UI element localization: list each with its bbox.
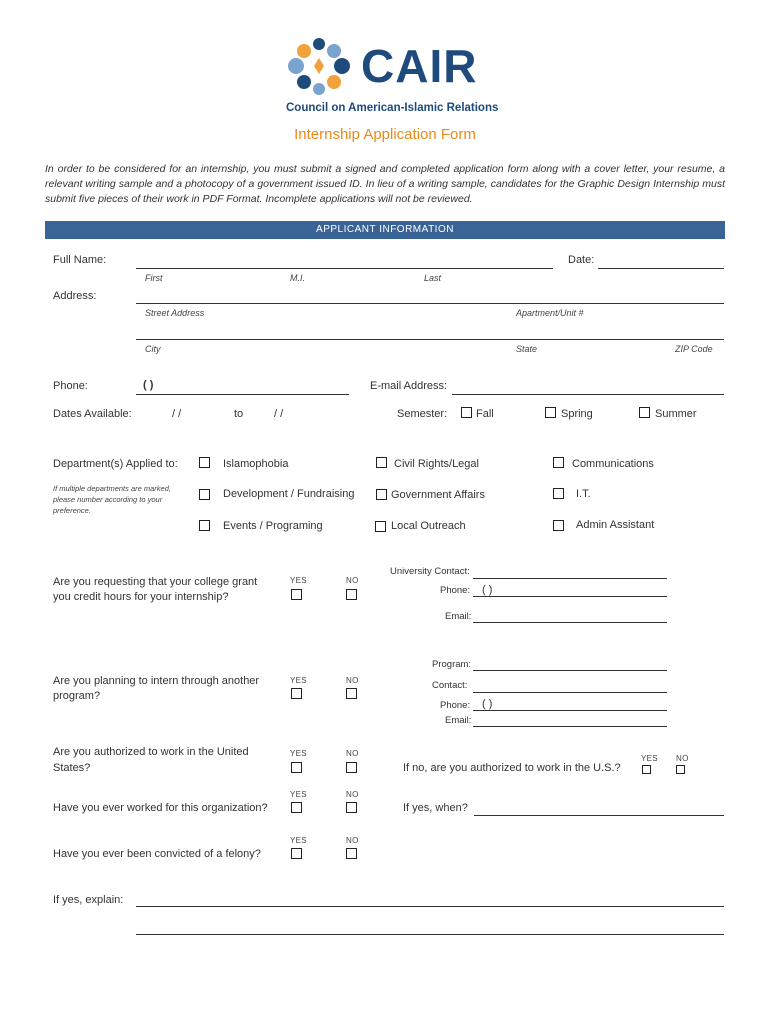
date-to-separator: / / [274, 408, 284, 420]
cair-logo-icon [282, 36, 356, 96]
departments-note-line-3: preference. [53, 506, 91, 515]
islamophobia-label: Islamophobia [223, 458, 289, 470]
it-checkbox[interactable] [553, 488, 564, 499]
university-phone-input[interactable] [473, 583, 667, 597]
explain-line-1 [136, 906, 724, 907]
date-input[interactable] [598, 254, 724, 268]
program-no-label: NO [346, 676, 359, 685]
date-from-input[interactable] [150, 406, 220, 420]
spring-checkbox[interactable] [545, 407, 556, 418]
street-address-input[interactable] [136, 289, 724, 303]
explain-line-2 [136, 934, 724, 935]
felony-yes-label: YES [290, 836, 307, 845]
worked-yes-label: YES [290, 790, 307, 799]
program-contact-line [473, 692, 667, 693]
if-yes-when-label: If yes, when? [403, 802, 468, 814]
university-phone-line [473, 596, 667, 597]
university-email-line [473, 622, 667, 623]
program-contact-input[interactable] [473, 678, 667, 692]
email-input[interactable] [452, 380, 724, 394]
events-programing-label: Events / Programing [223, 520, 323, 532]
authorized-no-label: NO [346, 749, 359, 758]
apartment-sublabel: Apartment/Unit # [516, 308, 584, 318]
email-label: E-mail Address: [370, 380, 448, 392]
admin-assistant-label: Admin Assistant [576, 519, 655, 531]
islamophobia-checkbox[interactable] [199, 457, 210, 468]
program-question-line-1: Are you planning to intern through another [53, 675, 260, 687]
university-contact-line [473, 578, 667, 579]
events-programing-checkbox[interactable] [199, 520, 210, 531]
last-sublabel: Last [424, 273, 442, 283]
departments-note-line-2: please number according to your [53, 495, 163, 504]
authorized-yes-label: YES [290, 749, 307, 758]
program-email-line [473, 726, 667, 727]
date-from-separator: / / [172, 408, 182, 420]
university-phone-label: Phone: [440, 585, 471, 596]
to-label: to [234, 408, 244, 420]
phone-input[interactable] [136, 380, 349, 394]
government-affairs-checkbox[interactable] [376, 489, 387, 500]
phone-label: Phone: [53, 380, 88, 392]
date-to-input[interactable] [255, 406, 325, 420]
logo-wordmark: CAIR [361, 40, 478, 92]
credit-no-checkbox[interactable] [346, 589, 357, 600]
worked-question: Have you ever worked for this organization? [53, 802, 268, 814]
full-name-label: Full Name: [53, 254, 107, 266]
program-input[interactable] [473, 657, 667, 671]
first-sublabel: First [145, 273, 163, 283]
civil-rights-label: Civil Rights/Legal [394, 458, 479, 470]
felony-no-label: NO [346, 836, 359, 845]
program-email-input[interactable] [473, 713, 667, 727]
credit-question-line-2: you credit hours for your internship? [53, 591, 229, 603]
program-no-checkbox[interactable] [346, 688, 357, 699]
government-affairs-label: Government Affairs [391, 489, 485, 501]
communications-checkbox[interactable] [553, 457, 564, 468]
street-address-line [136, 303, 724, 304]
program-email-label: Email: [445, 715, 472, 726]
authorized-no-checkbox[interactable] [346, 762, 357, 773]
university-email-label: Email: [445, 611, 472, 622]
city-sublabel: City [145, 344, 161, 354]
authorized-question-line-2: States? [53, 762, 91, 774]
credit-no-label: NO [346, 576, 359, 585]
phone-paren: ( ) [143, 379, 154, 391]
university-phone-paren: ( ) [482, 584, 493, 596]
university-email-input[interactable] [473, 609, 667, 623]
zip-sublabel: ZIP Code [675, 344, 713, 354]
credit-yes-label: YES [290, 576, 307, 585]
program-phone-line [473, 710, 667, 711]
street-address-sublabel: Street Address [145, 308, 205, 318]
explain-input-line-1[interactable] [136, 892, 724, 906]
city-state-zip-input[interactable] [136, 325, 724, 339]
felony-question: Have you ever been convicted of a felony? [53, 848, 261, 860]
program-phone-label: Phone: [440, 700, 471, 711]
authorized-yes-checkbox[interactable] [291, 762, 302, 773]
address-label: Address: [53, 290, 97, 302]
felony-no-checkbox[interactable] [346, 848, 357, 859]
dates-available-label: Dates Available: [53, 408, 132, 420]
full-name-input[interactable] [136, 254, 553, 268]
semester-label: Semester: [397, 408, 448, 420]
fall-label: Fall [476, 408, 494, 420]
departments-label: Department(s) Applied to: [53, 458, 178, 470]
authorized-us-question: If no, are you authorized to work in the U.S.? [403, 762, 621, 774]
form-title: Internship Application Form [294, 126, 476, 143]
authorized-us-yes-label: YES [641, 754, 658, 763]
summer-checkbox[interactable] [639, 407, 650, 418]
admin-assistant-checkbox[interactable] [553, 520, 564, 531]
fall-checkbox[interactable] [461, 407, 472, 418]
summer-label: Summer [655, 408, 697, 420]
local-outreach-checkbox[interactable] [375, 521, 386, 532]
communications-label: Communications [572, 458, 654, 470]
felony-yes-checkbox[interactable] [291, 848, 302, 859]
development-fundraising-label: Development / Fundraising [223, 488, 355, 500]
city-line [136, 339, 724, 340]
authorized-us-no-label: NO [676, 754, 689, 763]
if-yes-when-line [474, 815, 724, 816]
program-label: Program: [432, 659, 472, 670]
program-line [473, 670, 667, 671]
section-header-applicant-information: APPLICANT INFORMATION [45, 221, 725, 239]
departments-note-line-1: If multiple departments are marked, [53, 484, 171, 493]
authorized-question-line-1: Are you authorized to work in the United [53, 746, 249, 758]
program-question-line-2: program? [53, 690, 101, 702]
authorized-us-yes-checkbox[interactable] [642, 765, 651, 774]
email-line [452, 394, 724, 395]
program-phone-input[interactable] [473, 697, 667, 711]
full-name-line [136, 268, 553, 269]
date-label: Date: [568, 254, 595, 266]
authorized-us-no-checkbox[interactable] [676, 765, 685, 774]
development-fundraising-checkbox[interactable] [199, 489, 210, 500]
phone-line [136, 394, 349, 395]
university-contact-input[interactable] [473, 565, 667, 579]
local-outreach-label: Local Outreach [391, 520, 466, 532]
worked-no-checkbox[interactable] [346, 802, 357, 813]
university-contact-label: University Contact: [390, 566, 470, 577]
program-phone-paren: ( ) [482, 698, 493, 710]
worked-no-label: NO [346, 790, 359, 799]
program-contact-label: Contact: [432, 680, 468, 691]
explain-label: If yes, explain: [53, 894, 124, 906]
if-yes-when-input[interactable] [474, 802, 724, 816]
intro-paragraph: In order to be considered for an internship, you must submit a signed and completed application form along with a cover letter, your resume, a relevant writing sample and a photocopy of a government issued ID. In lieu of a writing sample, candidates for the Graphic Design Internship must submit five pieces of their work in PDF Format. Incomplete applications will not be reviewed. [45, 163, 725, 205]
it-label: I.T. [576, 488, 591, 500]
explain-input-line-2[interactable] [136, 920, 724, 934]
organization-name: Council on American-Islamic Relations [286, 102, 499, 114]
mi-sublabel: M.I. [290, 273, 305, 283]
date-line [598, 268, 724, 269]
credit-question-line-1: Are you requesting that your college grant [53, 576, 258, 588]
worked-yes-checkbox[interactable] [291, 802, 302, 813]
program-yes-checkbox[interactable] [291, 688, 302, 699]
civil-rights-checkbox[interactable] [376, 457, 387, 468]
credit-yes-checkbox[interactable] [291, 589, 302, 600]
spring-label: Spring [561, 408, 593, 420]
state-sublabel: State [516, 344, 538, 354]
program-yes-label: YES [290, 676, 307, 685]
